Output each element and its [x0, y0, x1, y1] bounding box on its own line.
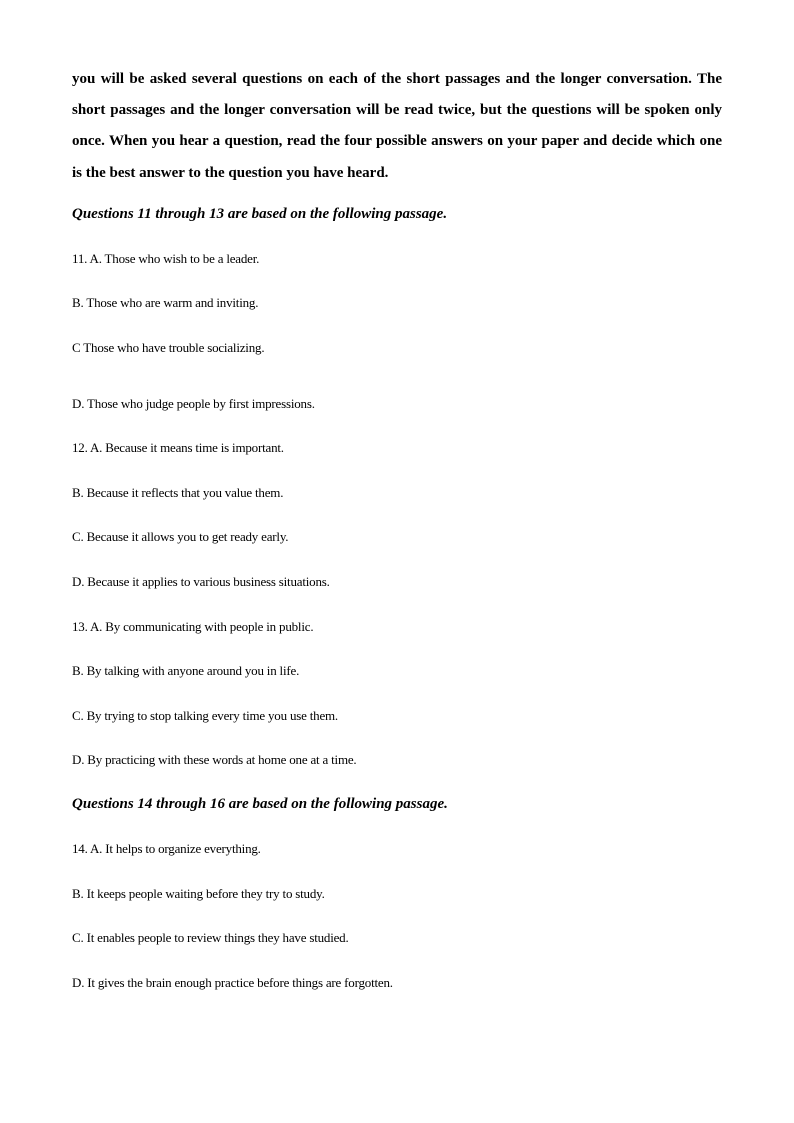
q11-option-a: 11. A. Those who wish to be a leader.	[72, 251, 260, 266]
q14-option-c: C. It enables people to review things they have studied.	[72, 930, 349, 945]
q13-option-c: C. By trying to stop talking every time you use them.	[72, 708, 338, 723]
q13-option-d: D. By practicing with these words at home one at a time.	[72, 752, 357, 767]
q11-option-b: B. Those who are warm and inviting.	[72, 295, 259, 310]
q12-option-a: 12. A. Because it means time is important.	[72, 440, 284, 455]
q13-option-b: B. By talking with anyone around you in life.	[72, 663, 300, 678]
q12-option-d: D. Because it applies to various business situations.	[72, 574, 330, 589]
q13-option-a: 13. A. By communicating with people in public.	[72, 619, 314, 634]
q12-option-c: C. Because it allows you to get ready early.	[72, 529, 289, 544]
section-heading-14-16: Questions 14 through 16 are based on the following passage.	[72, 796, 448, 812]
section-heading-11-13: Questions 11 through 13 are based on the following passage.	[72, 206, 448, 222]
q14-option-d: D. It gives the brain enough practice before things are forgotten.	[72, 975, 393, 990]
q11-option-d: D. Those who judge people by first impressions.	[72, 396, 315, 411]
instructions-paragraph: you will be asked several questions on each of the short passages and the longer conversation. The short passages and the longer conversation will be read twice, but the questions will be spoken only once. When you hear a question, read the four possible answers on your paper and decide which one is the best answer to the question you have heard.	[72, 71, 722, 181]
q14-option-a: 14. A. It helps to organize everything.	[72, 841, 261, 856]
q14-option-b: B. It keeps people waiting before they try to study.	[72, 886, 325, 901]
q12-option-b: B. Because it reflects that you value them.	[72, 485, 284, 500]
q11-option-c: C Those who have trouble socializing.	[72, 340, 265, 355]
